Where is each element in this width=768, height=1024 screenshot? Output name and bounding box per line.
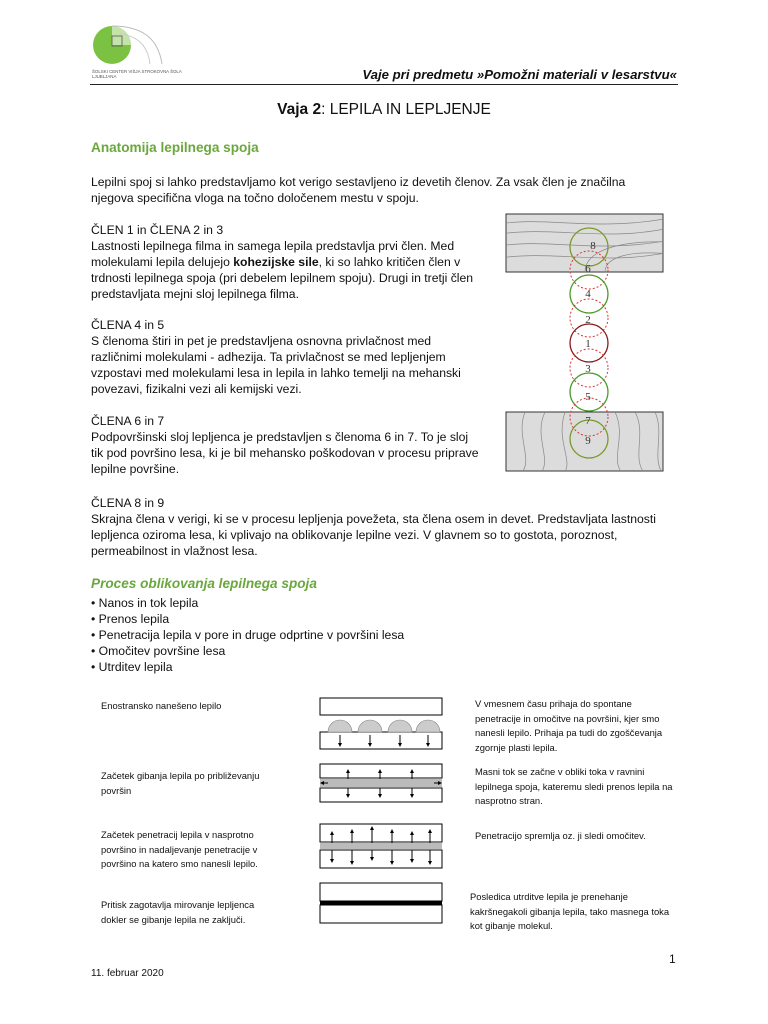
block2-title: ČLENA 4 in 5: [91, 318, 165, 333]
chain-label-5: 5: [585, 391, 591, 403]
block2-text: S členoma štiri in pet je predstavljena osnovna privlačnost med različnimi molekulami - adhezija. Ta privlačnost se med lepljenjem vzpostavi med molekulami lesa in lepila in lahko temelji na mehanski povezavi, fizikalni vezi ali kemijski vezi.: [91, 334, 461, 397]
header-divider: [90, 84, 678, 85]
process-right-4: Posledica utrditve lepila je prenehanje kakršnegakoli gibanja lepila, tako masnega toka kot gibanje molekul.: [470, 891, 670, 932]
logo-text: [92, 69, 212, 79]
chain-label-3: 3: [585, 363, 591, 375]
course-header: Vaje pri predmetu »Pomožni materiali v lesarstvu«: [362, 67, 677, 82]
process-diagram-1: [320, 698, 442, 749]
logo-line-1: ŠOLSKI CENTER VIŠJA STROKOVNA ŠOLA: [92, 69, 182, 74]
title-rest: : LEPILA IN LEPLJENJE: [321, 101, 491, 118]
chain-diagram: [505, 212, 665, 474]
block4-text: Skrajna člena v verigi, ki se v procesu lepljenja povežeta, sta člena osem in devet. Predstavljata lastnosti lepljenca oziroma lesa, ki vplivajo na oblikovanje lepilne vezi. V glavnem so to gostota, poroznost, permeabilnost in vlažnost lesa.: [91, 511, 656, 558]
process-left-1: Enostransko nanešeno lepilo: [101, 700, 222, 711]
chain-label-4: 4: [585, 288, 591, 300]
section1-body: [91, 175, 663, 207]
process-bullet-list: [91, 596, 651, 676]
bullet-item: • Omočitev površine lesa: [91, 644, 651, 660]
title-bold: Vaja 2: [277, 101, 322, 118]
process-left-2: Začetek gibanja lepila po približevanju površin: [101, 770, 260, 796]
page-title: [0, 101, 768, 119]
intro-paragraph: Lepilni spoj si lahko predstavljamo kot verigo sestavljeno iz devetih členov. Za vsak člen je značilna njegova specifična vloga na točno določenem mestu v spoju.: [91, 175, 626, 205]
block3-title: ČLENA 6 in 7: [91, 413, 165, 428]
block1-text-a: Lastnosti lepilnega filma in samega lepila predstavlja prvi člen. Med molekulami lepila delujejo: [91, 238, 455, 269]
bullet-item: • Utrditev lepila: [91, 660, 651, 676]
chain-label-6: 6: [585, 263, 591, 275]
block1-title: ČLEN 1 in ČLENA 2 in 3: [91, 223, 224, 237]
bullet-item: • Nanos in tok lepila: [91, 596, 651, 612]
members-text-wide: [91, 496, 663, 560]
bullet-item: • Prenos lepila: [91, 612, 651, 628]
process-diagram-3: [320, 824, 442, 868]
block3-text: Podpovršinski sloj lepljenca je predstavljen s členoma 6 in 7. To je sloj tik pod površino lesa, ki je bil mehansko poškodovan v procesu priprave lepilne površine.: [91, 429, 479, 476]
process-right-1: V vmesnem času prihaja do spontane penetracije in omočitve na površini, kjer smo nanesli lepilo. Prihaja pa tudi do zgoščevanja zgornje plasti lepila.: [475, 698, 663, 753]
block4-title: ČLENA 8 in 9: [91, 496, 165, 510]
block1-text-b: , ki so lahko kritičen člen v trdnosti lepilnega spoja (pri debelem lepilnem spoju). Drugi in tretji člen predstavljata mejni sloj lepilnega filma.: [91, 254, 474, 301]
chain-label-1: 1: [585, 338, 591, 350]
block1-text: [91, 239, 483, 303]
process-left-3: Začetek penetracij lepila v nasprotno površino in nadaljevanje penetracije v površino na katero smo nanesli lepilo.: [101, 829, 258, 870]
logo-line-2: LJUBLJANA: [92, 74, 117, 79]
section-heading-process: Proces oblikovanja lepilnega spoja: [91, 576, 317, 591]
process-diagram-2: [320, 764, 442, 802]
chain-label-8: 8: [590, 240, 596, 252]
school-logo: [90, 24, 170, 70]
chain-label-9: 9: [585, 435, 591, 447]
footer-date: 11. februar 2020: [91, 968, 164, 979]
chain-label-7: 7: [585, 415, 591, 427]
process-right-2: Masni tok se začne v obliki toka v ravnini lepilnega spoja, kateremu sledi prenos lepila na nasprotno stran.: [475, 766, 673, 807]
process-diagrams: [318, 697, 448, 929]
block1-bold: kohezijske sile: [233, 254, 319, 269]
chain-label-2: 2: [585, 314, 591, 326]
section-heading-anatomy: Anatomija lepilnega spoja: [91, 140, 259, 155]
process-right-3: Penetracijo spremlja oz. ji sledi omočitev.: [475, 830, 646, 841]
process-left-4: Pritisk zagotavlja mirovanje lepljenca dokler se gibanje lepila ne zaključi.: [101, 899, 255, 925]
bullet-item: • Penetracija lepila v pore in druge odprtine v površini lesa: [91, 628, 651, 644]
page-number: 1: [669, 952, 676, 966]
members-text: [91, 223, 483, 477]
process-diagram-4: [320, 883, 442, 923]
